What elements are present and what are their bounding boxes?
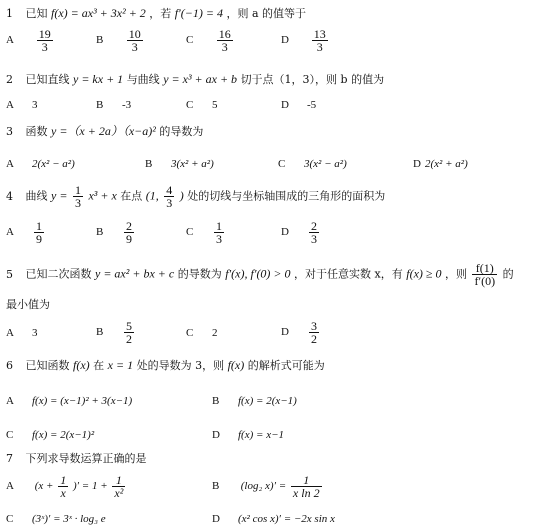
option-label: C bbox=[278, 158, 286, 170]
math-expression: f(x) = ax³ + 3x² + 2 bbox=[51, 6, 146, 20]
denominator: x ln 2 bbox=[292, 486, 320, 500]
question-number: 3 bbox=[6, 125, 13, 138]
question-5 bbox=[6, 262, 514, 287]
numerator: 1 bbox=[216, 219, 222, 233]
option-value: (x² cos x)′ = −2x sin x bbox=[238, 513, 335, 525]
question-number: 2 bbox=[6, 73, 13, 86]
math-expression: y = kx + 1 bbox=[73, 72, 124, 86]
option-d bbox=[281, 98, 316, 112]
question-text: 已知二次函数 bbox=[25, 267, 92, 281]
option-c bbox=[278, 157, 347, 171]
question-text: 在 bbox=[93, 359, 105, 372]
question-2 bbox=[6, 72, 384, 87]
option-label: A bbox=[6, 395, 14, 407]
fraction bbox=[37, 28, 53, 53]
question-7 bbox=[6, 452, 147, 466]
math-expression: y =（x + 2a）（x−a)² bbox=[51, 124, 156, 138]
option-a bbox=[6, 220, 46, 245]
option-b bbox=[212, 394, 297, 408]
option-c bbox=[6, 512, 106, 526]
option-d bbox=[281, 220, 321, 245]
fraction bbox=[124, 320, 134, 345]
numerator: 1 bbox=[36, 219, 42, 233]
option-value: 2(x² + a²) bbox=[425, 158, 468, 170]
question-text: 曲线 bbox=[25, 189, 48, 203]
option-label: D bbox=[212, 513, 220, 525]
denominator: 3 bbox=[74, 196, 81, 210]
math-expression: )′ = 1 + bbox=[72, 480, 108, 493]
math-expression: f(x) bbox=[73, 358, 90, 372]
numerator: 4 bbox=[166, 183, 173, 197]
question-number: 4 bbox=[6, 189, 13, 203]
question-6 bbox=[6, 358, 325, 373]
option-label: A bbox=[6, 480, 14, 493]
option-b bbox=[96, 220, 136, 245]
numerator: 10 bbox=[128, 27, 141, 41]
denominator: 9 bbox=[36, 232, 42, 246]
fraction bbox=[34, 220, 44, 245]
option-label: A bbox=[6, 226, 14, 239]
denominator: 3 bbox=[311, 232, 317, 246]
numerator: 19 bbox=[38, 27, 51, 41]
denominator: 3 bbox=[216, 232, 222, 246]
question-text: 最小值为 bbox=[6, 298, 50, 311]
question-text: 的导数为 bbox=[159, 125, 204, 138]
question-text: 在点 bbox=[120, 189, 143, 203]
math-expression: y = x³ + ax + b bbox=[163, 72, 238, 86]
question-text: ，则 bbox=[444, 267, 467, 281]
numerator: 5 bbox=[126, 319, 132, 333]
denominator: 3 bbox=[221, 40, 228, 54]
option-value: -3 bbox=[122, 99, 132, 111]
option-label: B bbox=[212, 395, 220, 407]
question-text: ，对于任意实数 x，有 bbox=[294, 267, 403, 281]
numerator: 2 bbox=[126, 219, 132, 233]
option-value: f(x) = 2(x−1)² bbox=[32, 429, 95, 441]
fraction bbox=[164, 184, 174, 209]
option-label: D bbox=[281, 99, 289, 111]
math-expression: x = 1 bbox=[107, 358, 134, 372]
question-text: 已知直线 bbox=[25, 73, 70, 86]
option-value: 2(x² − a²) bbox=[32, 158, 75, 170]
question-text: 的 bbox=[502, 267, 514, 281]
math-expression: x³ + x bbox=[88, 188, 117, 203]
option-value: (3ˣ)′ = 3ˣ · log₃ e bbox=[32, 513, 106, 525]
option-value: 3(x² − a²) bbox=[304, 158, 347, 170]
option-c bbox=[186, 28, 235, 53]
denominator: 9 bbox=[126, 232, 132, 246]
question-text: 的导数为 bbox=[177, 267, 222, 281]
fraction bbox=[214, 220, 224, 245]
question-1 bbox=[6, 6, 306, 21]
question-number: 6 bbox=[6, 359, 13, 372]
denominator: x² bbox=[114, 486, 124, 500]
option-a bbox=[6, 28, 55, 53]
option-label: C bbox=[186, 327, 194, 339]
fraction bbox=[217, 28, 233, 53]
option-c bbox=[186, 326, 218, 340]
option-d bbox=[413, 157, 468, 171]
option-value: f(x) = x−1 bbox=[238, 429, 284, 441]
question-5-line2 bbox=[6, 298, 50, 312]
option-label: C bbox=[186, 34, 194, 47]
denominator: 2 bbox=[311, 332, 317, 346]
fraction bbox=[127, 28, 143, 53]
question-text: 已知函数 bbox=[25, 359, 70, 372]
fraction bbox=[73, 184, 83, 209]
option-label: A bbox=[6, 34, 14, 47]
option-label: B bbox=[96, 34, 104, 47]
option-value: -5 bbox=[307, 99, 317, 111]
option-value: 3(x² + a²) bbox=[171, 158, 214, 170]
option-label: B bbox=[212, 480, 220, 493]
fraction bbox=[291, 474, 322, 499]
option-c bbox=[186, 220, 226, 245]
fraction bbox=[112, 474, 125, 499]
fraction bbox=[309, 320, 319, 345]
option-label: D bbox=[212, 429, 220, 441]
fraction bbox=[472, 262, 497, 287]
option-label: B bbox=[145, 158, 153, 170]
math-expression: y = bbox=[51, 188, 68, 203]
option-value: 3 bbox=[32, 327, 38, 339]
question-text: 函数 bbox=[25, 125, 48, 138]
question-4 bbox=[6, 184, 385, 209]
question-text: ，若 bbox=[149, 7, 172, 20]
denominator: 3 bbox=[41, 40, 48, 54]
question-number: 5 bbox=[6, 267, 13, 281]
numerator: 1 bbox=[112, 474, 125, 487]
denominator: 3 bbox=[316, 40, 323, 54]
question-text: ，则 a 的值等于 bbox=[226, 7, 307, 20]
question-number: 7 bbox=[6, 452, 13, 465]
option-label: D bbox=[281, 226, 289, 239]
option-label: B bbox=[96, 326, 104, 339]
math-expression: (1, bbox=[145, 188, 159, 203]
option-value: 5 bbox=[212, 99, 218, 111]
question-text: 的解析式可能为 bbox=[247, 359, 325, 372]
option-b bbox=[212, 474, 324, 499]
math-expression: y = ax² + bx + c bbox=[95, 266, 175, 281]
option-value: 2 bbox=[212, 327, 218, 339]
math-expression: (x + bbox=[34, 480, 54, 493]
option-b bbox=[145, 157, 214, 171]
numerator: 1 bbox=[74, 183, 81, 197]
option-value: f(x) = 2(x−1) bbox=[238, 395, 297, 407]
option-label: D bbox=[281, 34, 289, 47]
fraction bbox=[58, 474, 68, 499]
option-label: B bbox=[96, 226, 104, 239]
option-label: D bbox=[413, 158, 421, 170]
fraction bbox=[309, 220, 319, 245]
question-text: 切于点（1，3），则 b 的值为 bbox=[240, 73, 385, 86]
option-d bbox=[212, 512, 335, 526]
denominator: 3 bbox=[166, 196, 173, 210]
option-label: B bbox=[96, 99, 104, 111]
denominator: 3 bbox=[131, 40, 138, 54]
option-b bbox=[96, 28, 145, 53]
math-expression: ) bbox=[179, 188, 184, 203]
option-label: C bbox=[186, 99, 194, 111]
option-label: D bbox=[281, 326, 289, 339]
option-label: A bbox=[6, 158, 14, 170]
question-text: 处的导数为 3，则 bbox=[136, 359, 225, 372]
numerator: 3 bbox=[311, 319, 317, 333]
option-label: A bbox=[6, 327, 14, 339]
fraction bbox=[124, 220, 134, 245]
option-b bbox=[96, 320, 136, 345]
question-text: 处的切线与坐标轴围成的三角形的面积为 bbox=[187, 189, 386, 203]
numerator: 2 bbox=[311, 219, 317, 233]
option-d bbox=[281, 320, 321, 345]
math-expression: f′(x), f′(0) > 0 bbox=[225, 266, 291, 281]
option-a bbox=[6, 474, 127, 499]
numerator: f(1) bbox=[472, 262, 497, 275]
option-a bbox=[6, 157, 75, 171]
option-b bbox=[96, 98, 131, 112]
math-expression: (log₂ x)′ = bbox=[240, 480, 287, 493]
option-label: C bbox=[6, 429, 14, 441]
math-expression: f′(−1) = 4 bbox=[174, 6, 223, 20]
option-d bbox=[281, 28, 330, 53]
question-text: 与曲线 bbox=[126, 73, 160, 86]
numerator: 16 bbox=[218, 27, 231, 41]
option-value: f(x) = (x−1)² + 3(x−1) bbox=[32, 395, 133, 407]
option-a bbox=[6, 326, 38, 340]
question-text: 已知 bbox=[25, 7, 48, 20]
numerator: 1 bbox=[291, 474, 322, 487]
option-label: C bbox=[6, 513, 14, 525]
option-a bbox=[6, 394, 132, 408]
question-text: 下列求导数运算正确的是 bbox=[25, 452, 147, 465]
option-label: A bbox=[6, 99, 14, 111]
math-expression: f(x) bbox=[227, 358, 245, 372]
denominator: x bbox=[60, 486, 66, 500]
numerator: 1 bbox=[60, 473, 67, 487]
math-expression: f(x) ≥ 0 bbox=[406, 266, 442, 281]
option-d bbox=[212, 428, 284, 442]
numerator: 13 bbox=[313, 27, 326, 41]
option-c bbox=[6, 428, 94, 442]
question-number: 1 bbox=[6, 7, 13, 20]
option-c bbox=[186, 98, 218, 112]
option-value: 3 bbox=[32, 99, 38, 111]
option-label: C bbox=[186, 226, 194, 239]
denominator: f′(0) bbox=[474, 274, 496, 288]
question-3 bbox=[6, 124, 203, 139]
fraction bbox=[312, 28, 328, 53]
denominator: 2 bbox=[126, 332, 132, 346]
option-a bbox=[6, 98, 38, 112]
